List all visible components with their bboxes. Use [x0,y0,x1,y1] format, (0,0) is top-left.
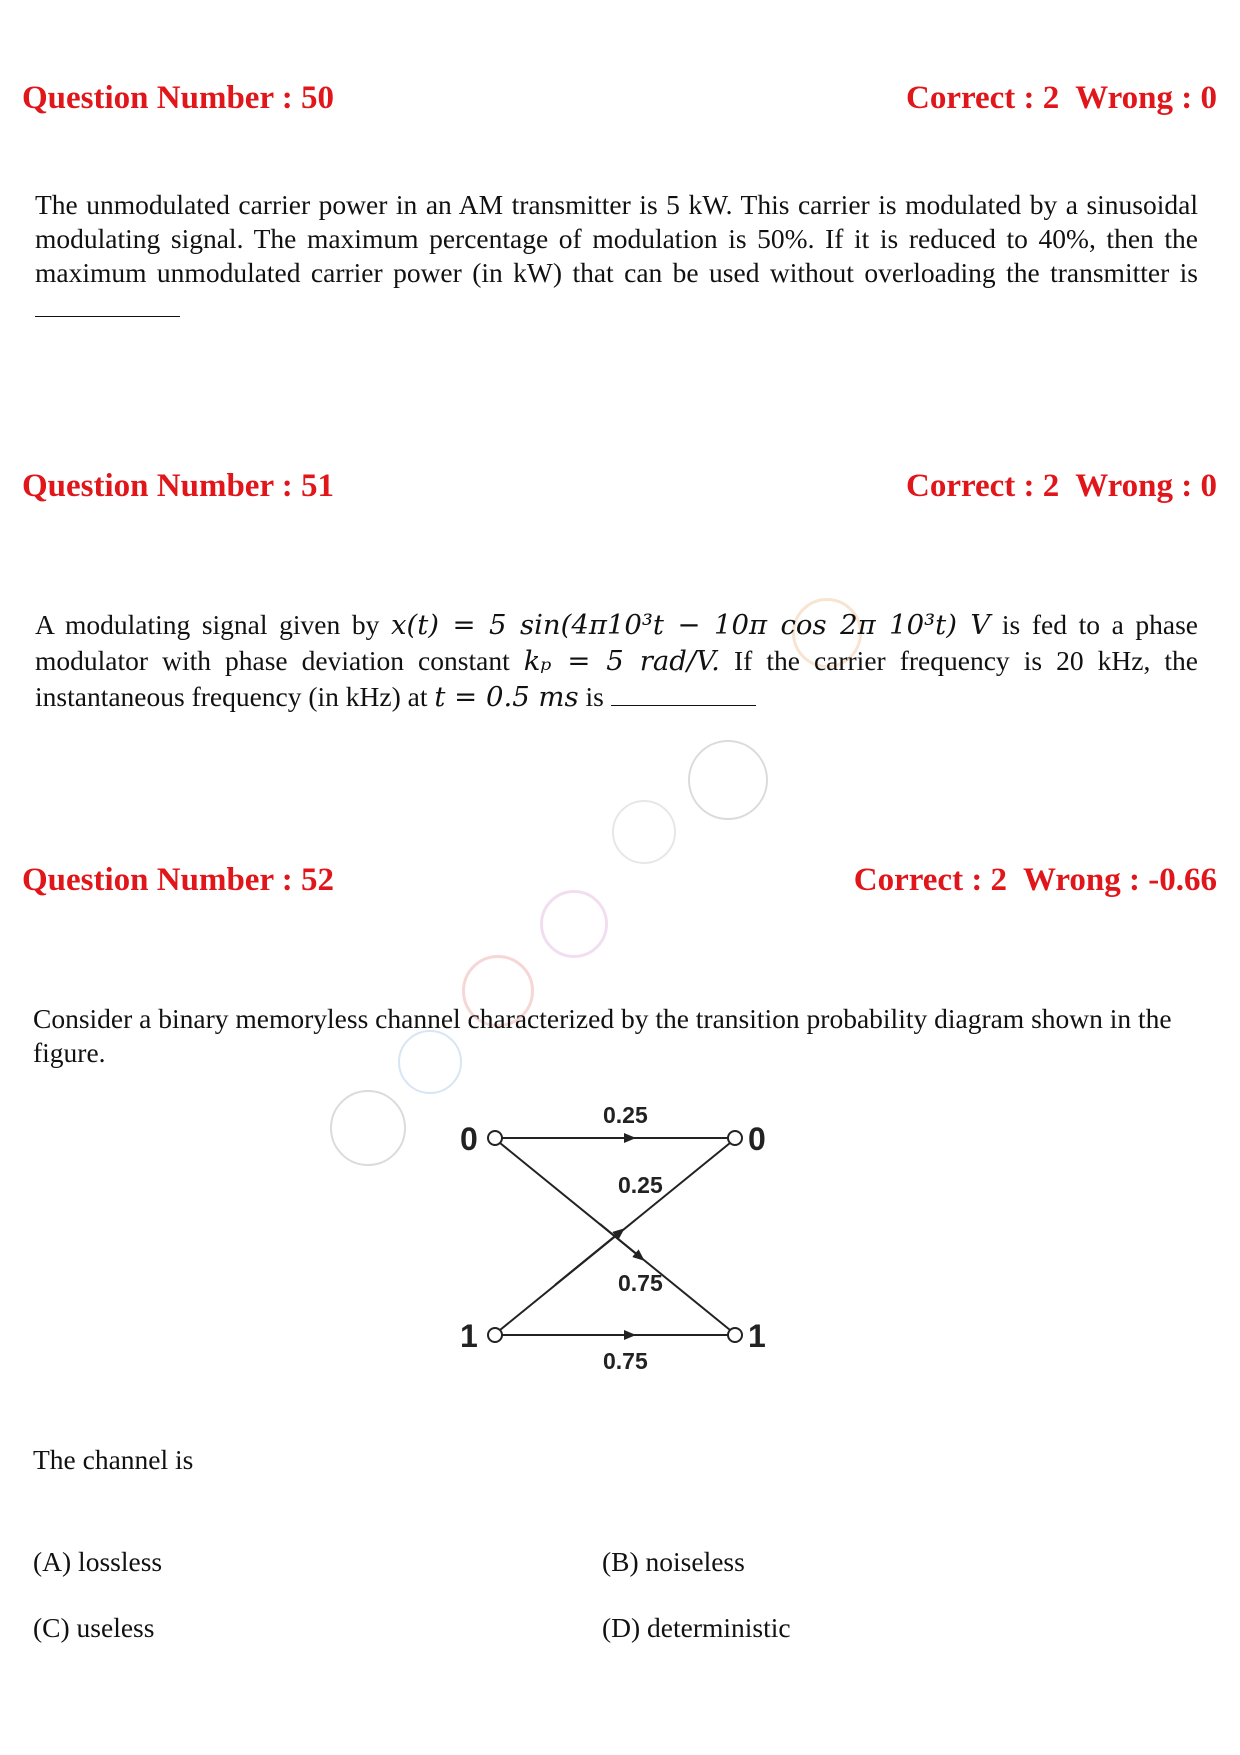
output-label-1: 1 [748,1318,766,1354]
option-a: (A) lossless [33,1546,163,1577]
input-label-0: 0 [460,1121,478,1157]
prob-label-0-to-1: 0.75 [618,1270,663,1296]
question-body-part: If the carrier frequency is 20 kHz, the instantaneous frequency (in kHz) at [35,645,1198,712]
input-node-0 [488,1131,502,1145]
question-body: Consider a binary memoryless channel characterized by the transition probability diagram shown in the figure. [33,1003,1172,1068]
prob-label-1-to-1: 0.75 [603,1348,648,1374]
option-b: (B) noiseless [602,1546,745,1577]
question-header-51 [22,468,1217,505]
question-text-51 [35,607,1198,715]
question-number: Question Number : 51 [22,468,334,504]
question-text-50 [35,188,1198,325]
output-node-1 [728,1328,742,1342]
channel-transition-diagram [430,1095,800,1385]
prob-label-0-to-0: 0.25 [603,1102,648,1128]
marking-scheme: Correct : 2 Wrong : 0 [905,468,1217,504]
question-stem: The channel is [33,1444,194,1475]
input-label-1: 1 [460,1318,478,1354]
question-number: Question Number : 52 [22,862,334,898]
signal-formula: x(t) = 5 sin(4π10³t − 10π cos 2π 10³t) V [390,609,991,641]
answer-blank [611,679,756,706]
question-text-52 [33,1002,1213,1070]
marking-scheme: Correct : 2 Wrong : 0 [905,80,1217,116]
question-header-50 [22,80,1217,117]
time-formula: t = 0.5 ms [434,681,579,713]
option-c: (C) useless [33,1612,155,1643]
question-body-part: A modulating signal given by [35,609,380,640]
input-node-1 [488,1328,502,1342]
answer-blank [35,290,180,317]
question-body-part: is [585,681,604,712]
question-body: The unmodulated carrier power in an AM transmitter is 5 kW. This carrier is modulated by a sinusoidal modulating signal. The maximum percentage of modulation is 50%. If it is reduced to 40%, then the maximum unmodulated carrier power (in kW) that can be used without overloading the transmitter is [35,189,1198,288]
output-node-0 [728,1131,742,1145]
kp-formula: kₚ = 5 rad/V. [523,645,720,677]
watermark-seal [688,740,768,820]
edge-0-to-1-arrow [600,1224,640,1257]
output-label-0: 0 [748,1121,766,1157]
question-number: Question Number : 50 [22,80,334,116]
question-body-part: is fed to a phase modulator with phase deviation constant [35,609,1199,676]
watermark-seal [612,800,676,864]
prob-label-1-to-0: 0.25 [618,1172,663,1198]
watermark-seal [540,890,608,958]
edge-1-to-0-arrow [555,1232,620,1285]
marking-scheme: Correct : 2 Wrong : -0.66 [853,862,1217,898]
question-header-52 [22,862,1217,899]
option-d: (D) deterministic [602,1612,791,1643]
watermark-seal [330,1090,406,1166]
